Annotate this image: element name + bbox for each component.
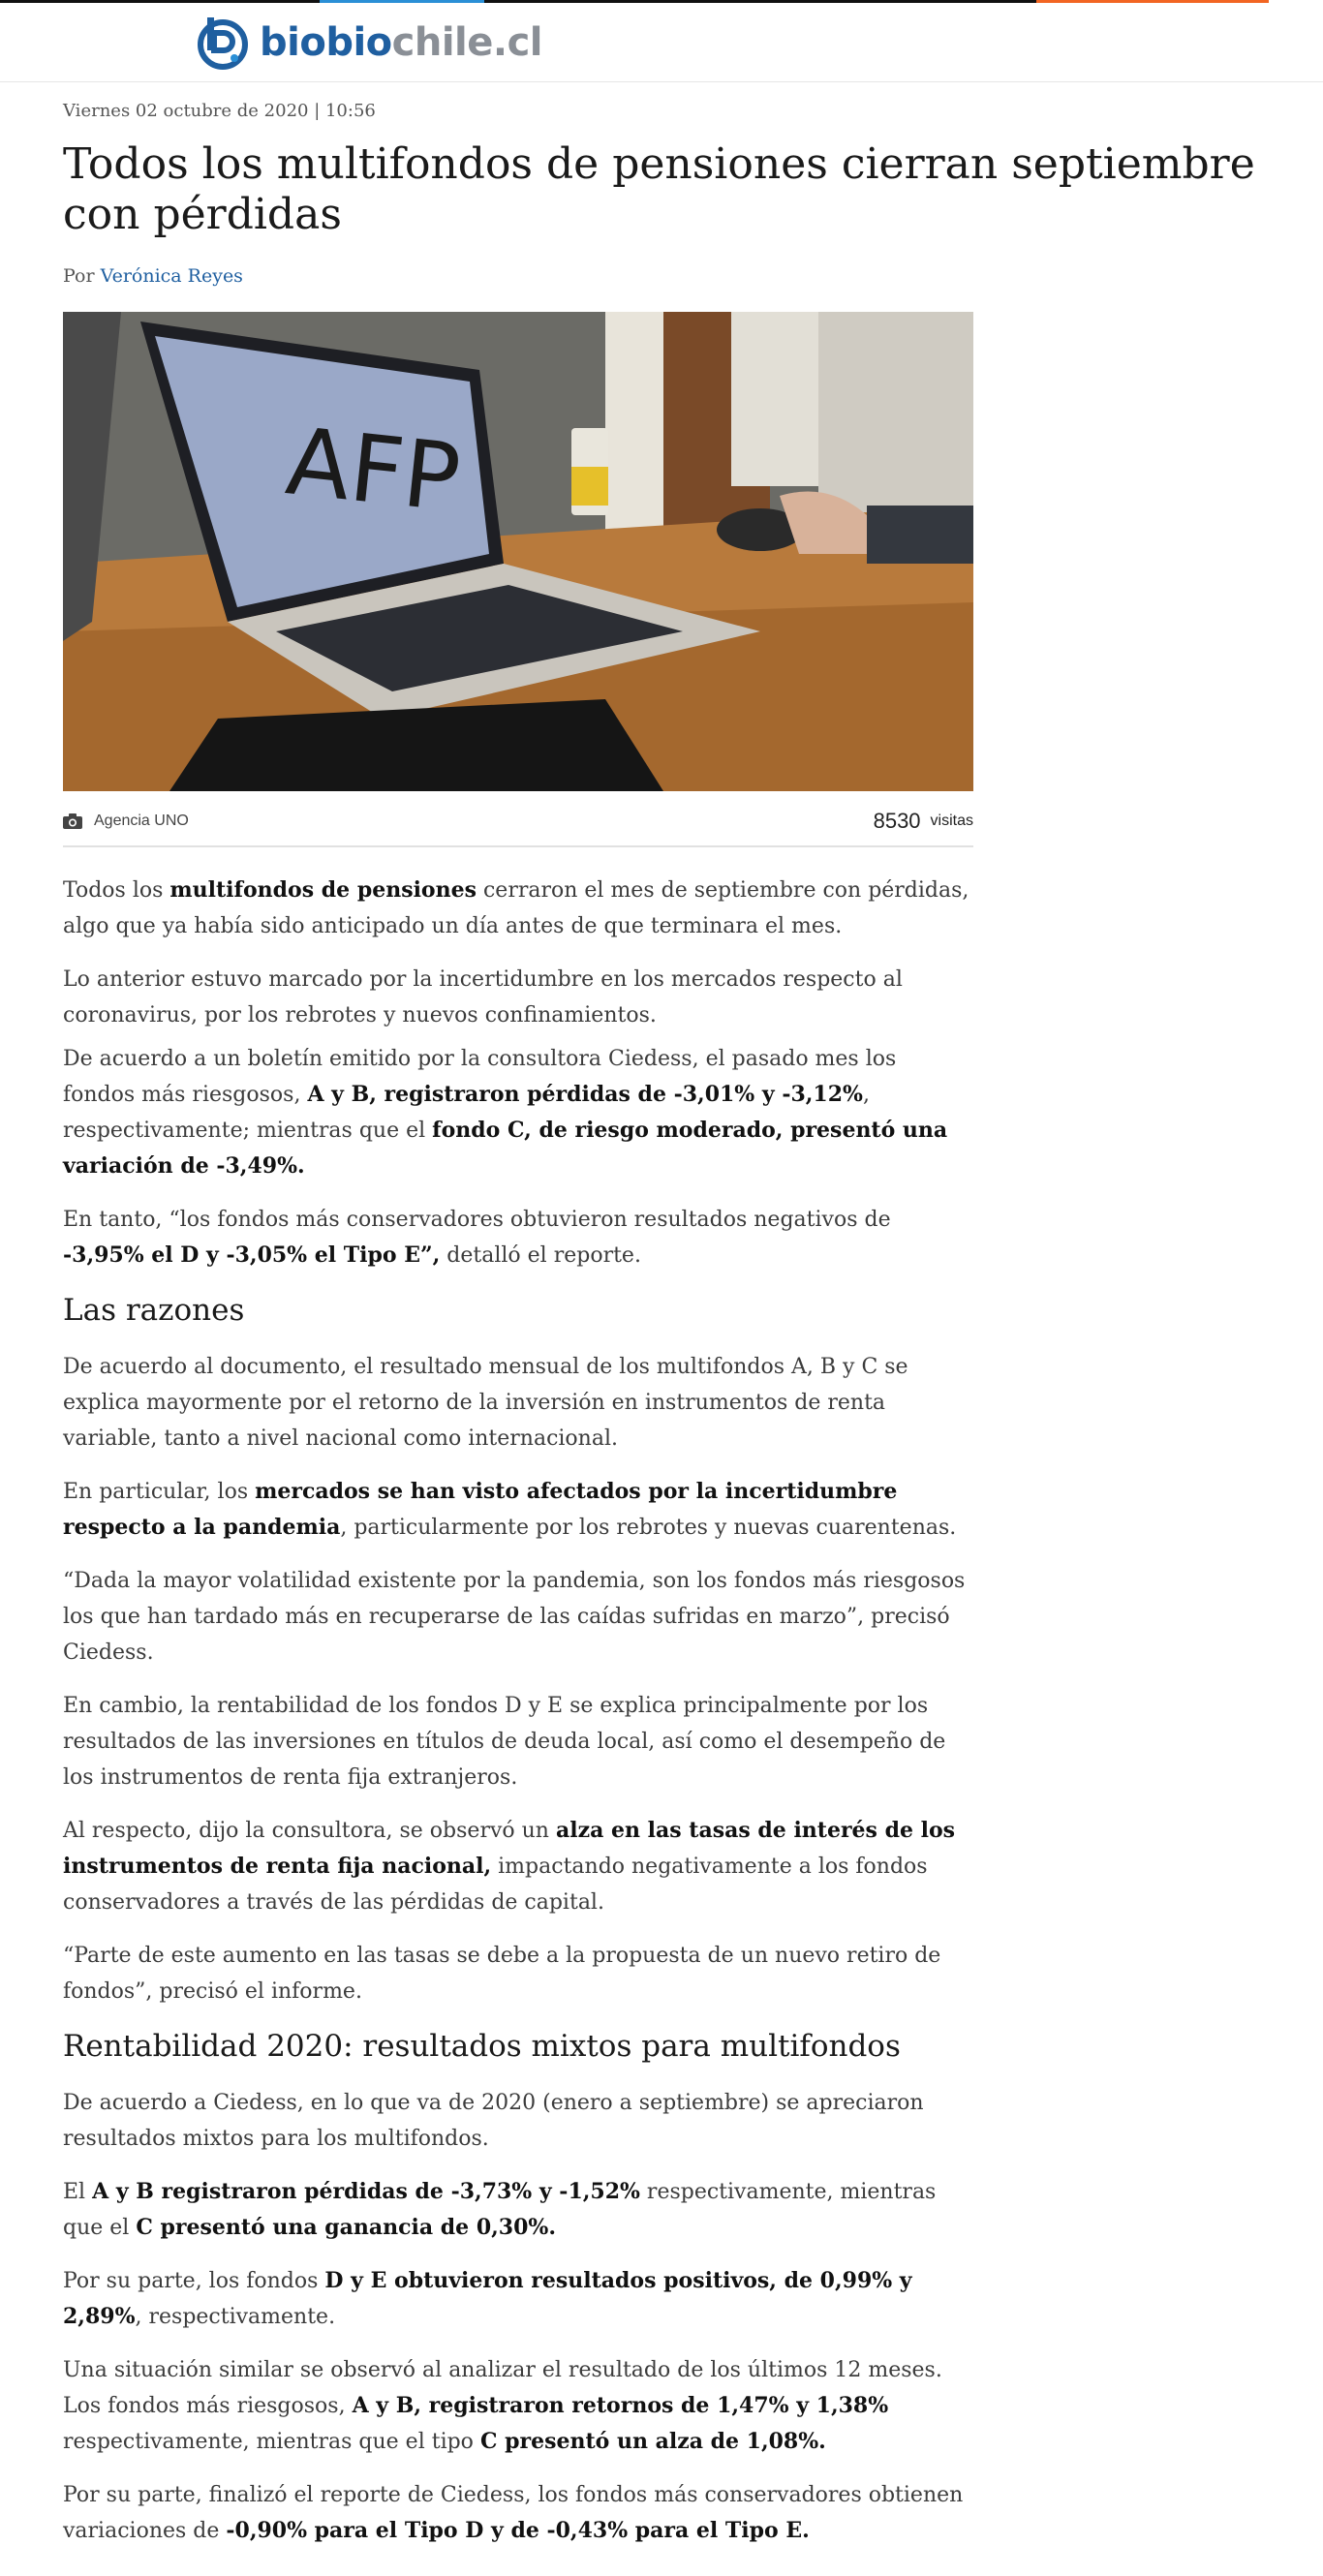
article-date: Viernes 02 octubre de 2020 | 10:56 [63,101,376,121]
author-link[interactable]: Verónica Reyes [100,265,243,287]
article-body [63,873,973,2549]
photo-meta [63,791,973,847]
section-heading-rentabilidad: Rentabilidad 2020: resultados mixtos para multifondos [63,2029,901,2064]
site-logo-text: biobiochile.cl [260,20,543,65]
biobio-b-logo-icon [196,15,250,70]
visits-label: visitas [930,813,973,829]
visits-counter [874,809,973,834]
paragraph: Por su parte, los fondos D y E obtuvieron resultados positivos, de 0,99% y 2,89%, respectivamente. [63,2268,912,2329]
afp-screen-text: AFP [281,407,466,534]
header-color-line [0,0,1269,3]
laptop-afp-image [63,312,973,791]
paragraph: En particular, los mercados se han visto afectados por la incertidumbre respecto a la pandemia, particularmente por los rebrotes y nuevas cuarentenas. [63,1479,957,1540]
photo-credit [63,813,189,830]
paragraph: “Parte de este aumento en las tasas se debe a la propuesta de un nuevo retiro de fondos”, precisó el informe. [63,1944,941,2004]
paragraph: En tanto, “los fondos más conservadores obtuvieron resultados negativos de -3,95% el D y -3,05% el Tipo E”, detalló el reporte. [63,1208,891,1268]
paragraph: De acuerdo a un boletín emitido por la consultora Ciedess, el pasado mes los fondos más riesgosos, A y B, registraron pérdidas de -3,01% y -3,12%, respectivamente; mientras que el fondo C, de riesgo moderado, presentó una variación de -3,49%. [63,1047,948,1179]
site-logo-link[interactable] [196,14,542,72]
paragraph: Al respecto, dijo la consultora, se observó un alza en las tasas de interés de los instrumentos de renta fija nacional, impactando negativamente a los fondos conservadores a través de las pérdidas de capital. [63,1818,956,1915]
visits-count: 8530 [873,809,921,833]
paragraph: Por su parte, finalizó el reporte de Ciedess, los fondos más conservadores obtienen variaciones de -0,90% para el Tipo D y de -0,43% para el Tipo E. [63,2483,964,2543]
paragraph: De acuerdo al documento, el resultado mensual de los multifondos A, B y C se explica mayormente por el retorno de la inversión en instrumentos de renta variable, tanto a nivel nacional como internacional. [63,1355,908,1451]
site-header [0,0,1323,82]
paragraph: Lo anterior estuvo marcado por la incertidumbre en los mercados respecto al coronavirus, por los rebrotes y nuevos confinamientos. [63,967,903,1027]
article [63,81,1303,2566]
byline-prefix: Por [63,265,95,287]
paragraph: En cambio, la rentabilidad de los fondos D y E se explica principalmente por los resultados de las inversiones en títulos de deuda local, así como el desempeño de los instrumentos de renta fija extranjeros. [63,1694,946,1790]
photo-credit-text: Agencia UNO [94,813,189,829]
camera-icon [63,813,82,829]
paragraph: El A y B registraron pérdidas de -3,73% y -1,52% respectivamente, mientras que el C presentó una ganancia de 0,30%. [63,2179,937,2240]
paragraph: Una situación similar se observó al analizar el resultado de los últimos 12 meses. Los fondos más riesgosos, A y B, registraron retornos de 1,47% y 1,38% respectivamente, mientras que el tipo C presentó un alza de 1,08%. [63,2358,942,2454]
paragraph: “Dada la mayor volatilidad existente por la pandemia, son los fondos más riesgosos los que han tardado más en recuperarse de las caídas sufridas en marzo”, precisó Ciedess. [63,1569,966,1665]
paragraph: Todos los multifondos de pensiones cerraron el mes de septiembre con pérdidas, algo que ya había sido anticipado un día antes de que terminara el mes. [63,877,969,938]
paragraph: De acuerdo a Ciedess, en lo que va de 2020 (enero a septiembre) se apreciaron resultados mixtos para los multifondos. [63,2091,924,2151]
byline [63,261,1303,291]
article-title: Todos los multifondos de pensiones cierran septiembre con pérdidas [63,139,1255,239]
section-heading-razones: Las razones [63,1293,245,1328]
article-photo [63,312,973,791]
